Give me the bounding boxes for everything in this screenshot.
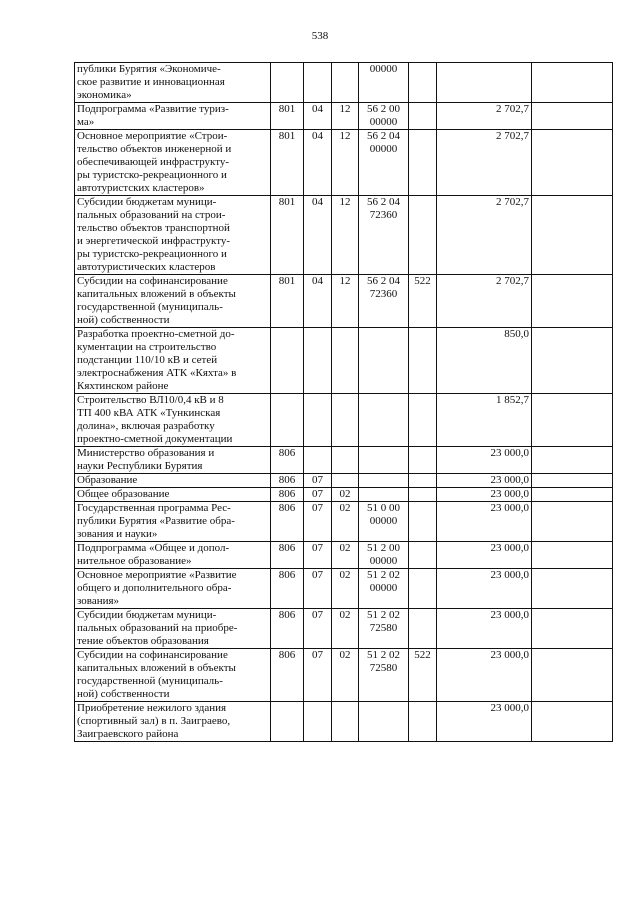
table-row (75, 328, 613, 394)
empty-cell (532, 103, 613, 130)
row-name-cell (75, 196, 271, 275)
ministry-code-cell: 806 (271, 502, 304, 542)
target-article-cell (359, 328, 409, 394)
amount-cell: 23 000,0 (437, 502, 532, 542)
amount-cell: 23 000,0 (437, 488, 532, 502)
target-article-line: 56 2 00 (367, 103, 400, 115)
target-article-cell (359, 103, 409, 130)
table-row (75, 502, 613, 542)
ministry-code-cell: 806 (271, 649, 304, 702)
row-name-line: Общее образование (77, 488, 170, 500)
target-article-line: 00000 (369, 143, 398, 155)
target-article-line: 72580 (369, 622, 398, 634)
expense-type-cell (409, 447, 437, 474)
empty-cell (532, 328, 613, 394)
ministry-code-cell: 806 (271, 474, 304, 488)
subsection-code-cell: 12 (332, 196, 359, 275)
row-name-line: Субсидии бюджетам муници- (77, 196, 217, 208)
target-article-cell (359, 649, 409, 702)
table-row (75, 569, 613, 609)
row-name-line: обеспечивающей инфраструкту- (77, 156, 230, 168)
subsection-code-cell (332, 328, 359, 394)
target-article-cell (359, 502, 409, 542)
subsection-code-cell: 12 (332, 130, 359, 196)
amount-cell: 23 000,0 (437, 569, 532, 609)
target-article-line: 56 2 04 (367, 130, 400, 142)
section-code-cell: 07 (304, 488, 332, 502)
row-name-line: публики Бурятия «Развитие обра- (77, 515, 235, 527)
row-name-line: пальных образований на приобре- (77, 622, 238, 634)
section-code-cell: 04 (304, 130, 332, 196)
target-article-line: 56 2 04 (367, 196, 400, 208)
ministry-code-cell: 806 (271, 569, 304, 609)
row-name-line: Заиграевского района (77, 728, 179, 740)
subsection-code-cell (332, 394, 359, 447)
amount-cell: 2 702,7 (437, 275, 532, 328)
expense-type-cell (409, 103, 437, 130)
amount-cell: 23 000,0 (437, 542, 532, 569)
target-article-cell (359, 394, 409, 447)
empty-cell (532, 702, 613, 742)
target-article-cell (359, 447, 409, 474)
row-name-line: науки Республики Бурятия (77, 460, 203, 472)
ministry-code-cell: 806 (271, 542, 304, 569)
budget-table-body (75, 63, 613, 742)
section-code-cell (304, 394, 332, 447)
ministry-code-cell (271, 328, 304, 394)
section-code-cell (304, 447, 332, 474)
row-name-cell (75, 275, 271, 328)
row-name-line: автотуристических кластеров (77, 261, 216, 273)
row-name-line: тельство объектов инженерной и (77, 143, 232, 155)
section-code-cell: 07 (304, 569, 332, 609)
subsection-code-cell (332, 63, 359, 103)
target-article-cell (359, 196, 409, 275)
target-article-line: 72360 (369, 288, 398, 300)
expense-type-cell (409, 394, 437, 447)
expense-type-cell (409, 502, 437, 542)
empty-cell (532, 196, 613, 275)
empty-cell (532, 130, 613, 196)
row-name-line: ной) собственности (77, 688, 170, 700)
table-row (75, 63, 613, 103)
row-name-line: Основное мероприятие «Развитие (77, 569, 237, 581)
row-name-line: Подпрограмма «Развитие туриз- (77, 103, 229, 115)
row-name-line: публики Бурятия «Экономиче- (77, 63, 221, 75)
row-name-cell (75, 474, 271, 488)
section-code-cell: 07 (304, 542, 332, 569)
target-article-line: 51 2 02 (367, 649, 400, 661)
subsection-code-cell: 12 (332, 103, 359, 130)
target-article-cell (359, 609, 409, 649)
expense-type-cell (409, 569, 437, 609)
target-article-line: 51 2 02 (367, 609, 400, 621)
table-row (75, 702, 613, 742)
row-name-line: ское развитие и инновационная (77, 76, 225, 88)
empty-cell (532, 542, 613, 569)
ministry-code-cell: 806 (271, 609, 304, 649)
section-code-cell: 07 (304, 609, 332, 649)
target-article-cell (359, 542, 409, 569)
table-row (75, 649, 613, 702)
row-name-line: ТП 400 кВА АТК «Тункинская (77, 407, 221, 419)
page-number: 538 (311, 30, 329, 42)
row-name-line: общего и дополнительного обра- (77, 582, 232, 594)
target-article-cell (359, 702, 409, 742)
table-row (75, 609, 613, 649)
ministry-code-cell: 801 (271, 196, 304, 275)
subsection-code-cell: 02 (332, 502, 359, 542)
target-article-line: 51 0 00 (367, 502, 400, 514)
expense-type-cell (409, 609, 437, 649)
row-name-line: Кяхтинском районе (77, 380, 169, 392)
expense-type-cell: 522 (409, 649, 437, 702)
table-row (75, 394, 613, 447)
amount-cell: 23 000,0 (437, 474, 532, 488)
table-row (75, 130, 613, 196)
target-article-line: 00000 (369, 582, 398, 594)
table-row (75, 474, 613, 488)
amount-cell: 2 702,7 (437, 130, 532, 196)
amount-cell: 23 000,0 (437, 649, 532, 702)
subsection-code-cell: 02 (332, 569, 359, 609)
target-article-line: 56 2 04 (367, 275, 400, 287)
section-code-cell: 07 (304, 649, 332, 702)
row-name-line: Основное мероприятие «Строи- (77, 130, 228, 142)
ministry-code-cell: 801 (271, 103, 304, 130)
ministry-code-cell (271, 63, 304, 103)
expense-type-cell (409, 702, 437, 742)
amount-cell: 1 852,7 (437, 394, 532, 447)
row-name-line: нительное образование» (77, 555, 192, 567)
row-name-line: зования и науки» (77, 528, 158, 540)
row-name-line: капитальных вложений в объекты (77, 288, 236, 300)
row-name-line: пальных образований на строи- (77, 209, 226, 221)
expense-type-cell (409, 488, 437, 502)
row-name-cell (75, 702, 271, 742)
section-code-cell: 04 (304, 196, 332, 275)
row-name-line: долина», включая разработку (77, 420, 215, 432)
target-article-line: 00000 (369, 555, 398, 567)
row-name-cell (75, 542, 271, 569)
row-name-line: государственной (муниципаль- (77, 675, 223, 687)
row-name-line: Субсидии на софинансирование (77, 275, 228, 287)
section-code-cell: 07 (304, 474, 332, 488)
row-name-line: Разработка проектно-сметной до- (77, 328, 235, 340)
row-name-cell (75, 609, 271, 649)
subsection-code-cell: 02 (332, 649, 359, 702)
table-row (75, 103, 613, 130)
row-name-line: Строительство ВЛ10/0,4 кВ и 8 (77, 394, 224, 406)
amount-cell: 23 000,0 (437, 609, 532, 649)
empty-cell (532, 609, 613, 649)
budget-table (74, 62, 613, 742)
subsection-code-cell: 02 (332, 609, 359, 649)
section-code-cell (304, 63, 332, 103)
row-name-line: экономика» (77, 89, 132, 101)
row-name-line: зования» (77, 595, 120, 607)
row-name-line: подстанции 110/10 кВ и сетей (77, 354, 218, 366)
row-name-line: кументации на строительство (77, 341, 217, 353)
amount-cell (437, 63, 532, 103)
row-name-line: государственной (муниципаль- (77, 301, 223, 313)
row-name-line: тельство объектов транспортной (77, 222, 230, 234)
amount-cell: 23 000,0 (437, 702, 532, 742)
subsection-code-cell: 02 (332, 488, 359, 502)
target-article-cell (359, 488, 409, 502)
expense-type-cell (409, 130, 437, 196)
row-name-cell (75, 488, 271, 502)
ministry-code-cell (271, 702, 304, 742)
target-article-line: 00000 (369, 63, 398, 75)
expense-type-cell (409, 474, 437, 488)
row-name-line: ры туристско-рекреационного и (77, 169, 227, 181)
ministry-code-cell: 806 (271, 488, 304, 502)
row-name-line: ма» (77, 116, 95, 128)
expense-type-cell (409, 196, 437, 275)
table-row (75, 488, 613, 502)
section-code-cell: 04 (304, 103, 332, 130)
target-article-line: 72580 (369, 662, 398, 674)
row-name-cell (75, 328, 271, 394)
subsection-code-cell: 02 (332, 542, 359, 569)
row-name-line: капитальных вложений в объекты (77, 662, 236, 674)
row-name-line: Образование (77, 474, 138, 486)
ministry-code-cell: 801 (271, 275, 304, 328)
subsection-code-cell (332, 702, 359, 742)
target-article-line: 51 2 00 (367, 542, 400, 554)
row-name-line: автотуристских кластеров» (77, 182, 205, 194)
row-name-line: тение объектов образования (77, 635, 209, 647)
row-name-cell (75, 63, 271, 103)
row-name-line: Субсидии бюджетам муници- (77, 609, 217, 621)
target-article-cell (359, 63, 409, 103)
empty-cell (532, 394, 613, 447)
empty-cell (532, 447, 613, 474)
row-name-line: Подпрограмма «Общее и допол- (77, 542, 230, 554)
row-name-line: Приобретение нежилого здания (77, 702, 227, 714)
subsection-code-cell: 12 (332, 275, 359, 328)
amount-cell: 850,0 (437, 328, 532, 394)
empty-cell (532, 502, 613, 542)
row-name-line: (спортивный зал) в п. Заиграево, (77, 715, 231, 727)
row-name-line: и энергетической инфраструкту- (77, 235, 231, 247)
target-article-cell (359, 474, 409, 488)
table-row (75, 447, 613, 474)
row-name-cell (75, 394, 271, 447)
row-name-line: Государственная программа Рес- (77, 502, 231, 514)
ministry-code-cell: 806 (271, 447, 304, 474)
amount-cell: 2 702,7 (437, 103, 532, 130)
expense-type-cell (409, 328, 437, 394)
row-name-line: Министерство образования и (77, 447, 215, 459)
empty-cell (532, 474, 613, 488)
row-name-cell (75, 447, 271, 474)
subsection-code-cell (332, 474, 359, 488)
subsection-code-cell (332, 447, 359, 474)
target-article-cell (359, 275, 409, 328)
row-name-cell (75, 569, 271, 609)
section-code-cell: 04 (304, 275, 332, 328)
section-code-cell (304, 328, 332, 394)
row-name-cell (75, 649, 271, 702)
target-article-line: 00000 (369, 116, 398, 128)
row-name-cell (75, 130, 271, 196)
row-name-line: ной) собственности (77, 314, 170, 326)
section-code-cell (304, 702, 332, 742)
target-article-cell (359, 569, 409, 609)
target-article-line: 72360 (369, 209, 398, 221)
expense-type-cell (409, 63, 437, 103)
expense-type-cell (409, 542, 437, 569)
amount-cell: 23 000,0 (437, 447, 532, 474)
table-row (75, 542, 613, 569)
ministry-code-cell (271, 394, 304, 447)
target-article-line: 51 2 02 (367, 569, 400, 581)
ministry-code-cell: 801 (271, 130, 304, 196)
row-name-cell (75, 502, 271, 542)
empty-cell (532, 649, 613, 702)
empty-cell (532, 63, 613, 103)
empty-cell (532, 488, 613, 502)
row-name-cell (75, 103, 271, 130)
target-article-cell (359, 130, 409, 196)
row-name-line: проектно-сметной документации (77, 433, 233, 445)
empty-cell (532, 569, 613, 609)
amount-cell: 2 702,7 (437, 196, 532, 275)
section-code-cell: 07 (304, 502, 332, 542)
row-name-line: ры туристско-рекреационного и (77, 248, 227, 260)
empty-cell (532, 275, 613, 328)
row-name-line: электроснабжения АТК «Кяхта» в (77, 367, 237, 379)
target-article-line: 00000 (369, 515, 398, 527)
row-name-line: Субсидии на софинансирование (77, 649, 228, 661)
table-row (75, 196, 613, 275)
expense-type-cell: 522 (409, 275, 437, 328)
table-row (75, 275, 613, 328)
